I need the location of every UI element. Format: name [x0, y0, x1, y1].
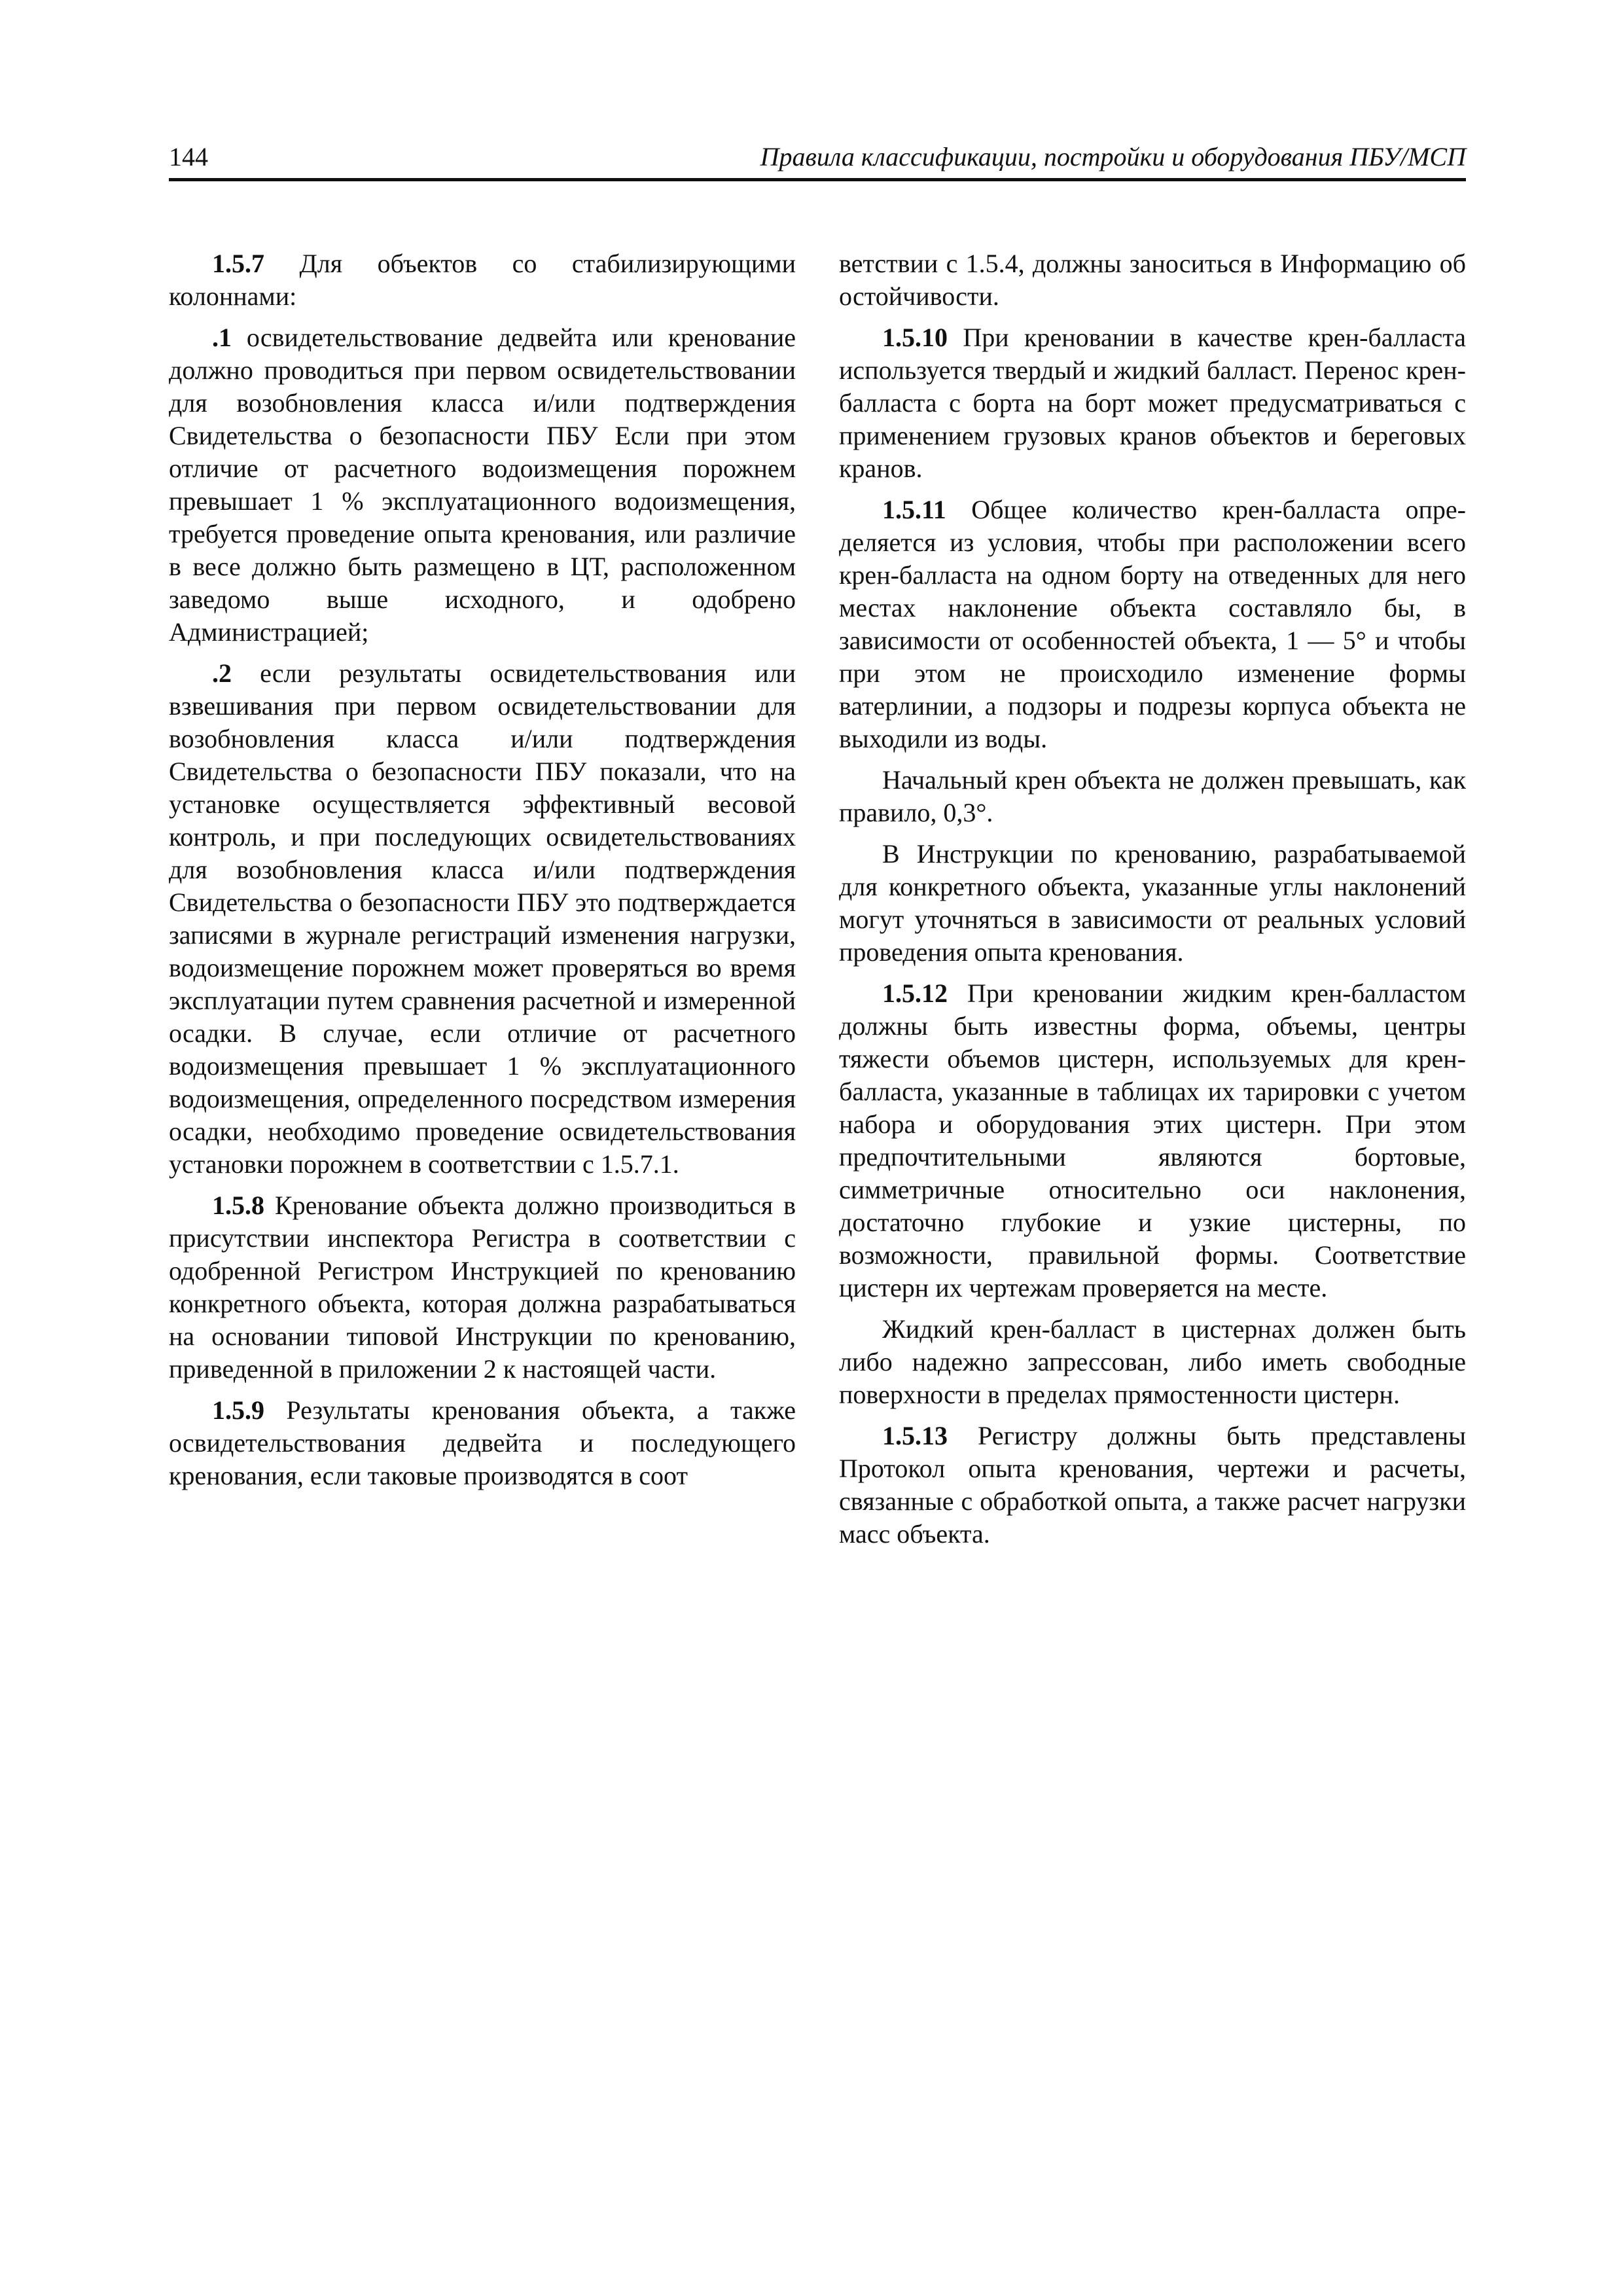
paragraph	[169, 1189, 796, 1386]
paragraph	[839, 1313, 1466, 1411]
paragraph-text: освидетельствование дедвейта или кренование должно проводиться при первом освидетельствовании для возобновления класса и/или подтверждения Свидетельства о безопасности ПБУ Если при этом отличие от расчетного водоизмещения порожнем превышает 1 % эксплуатационного водоизмещения, требуется проведение опыта кренования, или различие в весе должно быть размещено в ЦТ, расположенном заведомо выше исходного, и одобрено Администрацией;	[169, 323, 796, 647]
paragraph	[839, 1420, 1466, 1551]
paragraph-text: При креновании в качестве крен-балласта используется твердый и жидкий балласт. Перенос крен-балласта с борта на борт может предусматриваться с применением грузовых кранов объектов и береговых кранов.	[839, 323, 1466, 483]
clause-number: 1.5.9	[212, 1395, 264, 1425]
paragraph-text: если результаты освидетельствования или взвешивания при первом освидетельствовании для возобновления класса и/или подтверждения Свидетельства о безопасности ПБУ показали, что на установке осуществляется эффективный весовой контроль, и при последующих освидетельствованиях для возобновления класса и/или подтверждения Свидетельства о безопасности ПБУ это подтверждается записями в журнале регистраций изменения нагрузки, водоизмещение порожнем может проверяться во время эксплуатации путем сравнения расчетной и измеренной осадки. В случае, если отличие от расчетного водоизмещения превышает 1 % эксплуатационного водоизмещения, определенного посредством измерения осадки, необходимо проведение освидетельствования установки порожнем в соответствии с 1.5.7.1.	[169, 658, 796, 1179]
paragraph-text: Общее количество крен-балласта определяется из условия, чтобы при расположении всего крен-балласта на одном борту на отведенных для него местах наклонение объекта составляло бы, в зависимости от особенностей объекта, 1 — 5° и чтобы при этом не происходило изменение формы ватерлинии, а подзоры и подрезы корпуса объекта не выходили из воды.	[839, 495, 1466, 753]
paragraph-text: Результаты кренования объекта, а также освидетельствования дедвейта и последующего кренования, если таковые производятся в соот	[169, 1395, 796, 1490]
clause-number: 1.5.11	[882, 495, 946, 524]
paragraph	[839, 977, 1466, 1304]
clause-number: .2	[212, 658, 232, 688]
paragraph	[169, 1394, 796, 1492]
paragraph-text: Жидкий крен-балласт в цистернах должен быть либо надежно запрессован, либо иметь свободные поверхности в пределах прямостенности цистерн.	[839, 1314, 1466, 1409]
paragraph-text: Регистру должны быть представлены Протокол опыта кренования, чертежи и расчеты, связанные с обработкой опыта, а также расчет нагрузки масс объекта.	[839, 1421, 1466, 1549]
paragraph-text: В Инструкции по кренованию, разрабатываемой для конкретного объекта, указанные углы наклонений могут уточняться в зависимости от реальных условий проведения опыта кренования.	[839, 839, 1466, 967]
paragraph-text: Начальный крен объекта не должен превышать, как правило, 0,3°.	[839, 765, 1466, 827]
right-column	[839, 247, 1466, 1559]
paragraph	[169, 657, 796, 1181]
paragraph-text: ветствии с 1.5.4, должны заноситься в Информацию об остойчивости.	[839, 249, 1466, 311]
paragraph	[169, 321, 796, 649]
paragraph	[839, 493, 1466, 755]
clause-number: .1	[212, 323, 232, 352]
paragraph	[839, 838, 1466, 969]
paragraph-text: При креновании жидким крен-балластом должны быть известны форма, объемы, центры тяжести объемов цистерн, используемых для крен-балласта, указанные в таблицах их тарировки с учетом набора и оборудования этих цистерн. При этом предпочтительными являются бортовые, симметричные относительно оси наклонения, достаточно глубокие и узкие цистерны, по возможности, правильной формы. Соответствие цистерн их чертежам проверяется на месте.	[839, 978, 1466, 1302]
running-title: Правила классификации, постройки и оборудования ПБУ/МСП	[760, 142, 1466, 171]
clause-number: 1.5.13	[882, 1421, 948, 1450]
paragraph	[839, 764, 1466, 829]
clause-number: 1.5.10	[882, 323, 948, 352]
left-column	[169, 247, 796, 1501]
clause-number: 1.5.12	[882, 978, 948, 1008]
paragraph-text: Для объектов со стабилизирующими колоннами:	[169, 249, 796, 311]
clause-number: 1.5.7	[212, 249, 264, 278]
paragraph	[169, 247, 796, 313]
clause-number: 1.5.8	[212, 1191, 264, 1220]
paragraph-text: Кренование объекта должно производиться в присутствии инспектора Регистра в соответствии с одобренной Регистром Инструкцией по кренованию конкретного объекта, которая должна разрабатываться на основании типовой Инструкции по кренованию, приведенной в приложении 2 к настоящей части.	[169, 1191, 796, 1384]
page-header	[169, 139, 1466, 181]
paragraph	[839, 247, 1466, 313]
page-number: 144	[169, 142, 208, 171]
paragraph	[839, 321, 1466, 485]
